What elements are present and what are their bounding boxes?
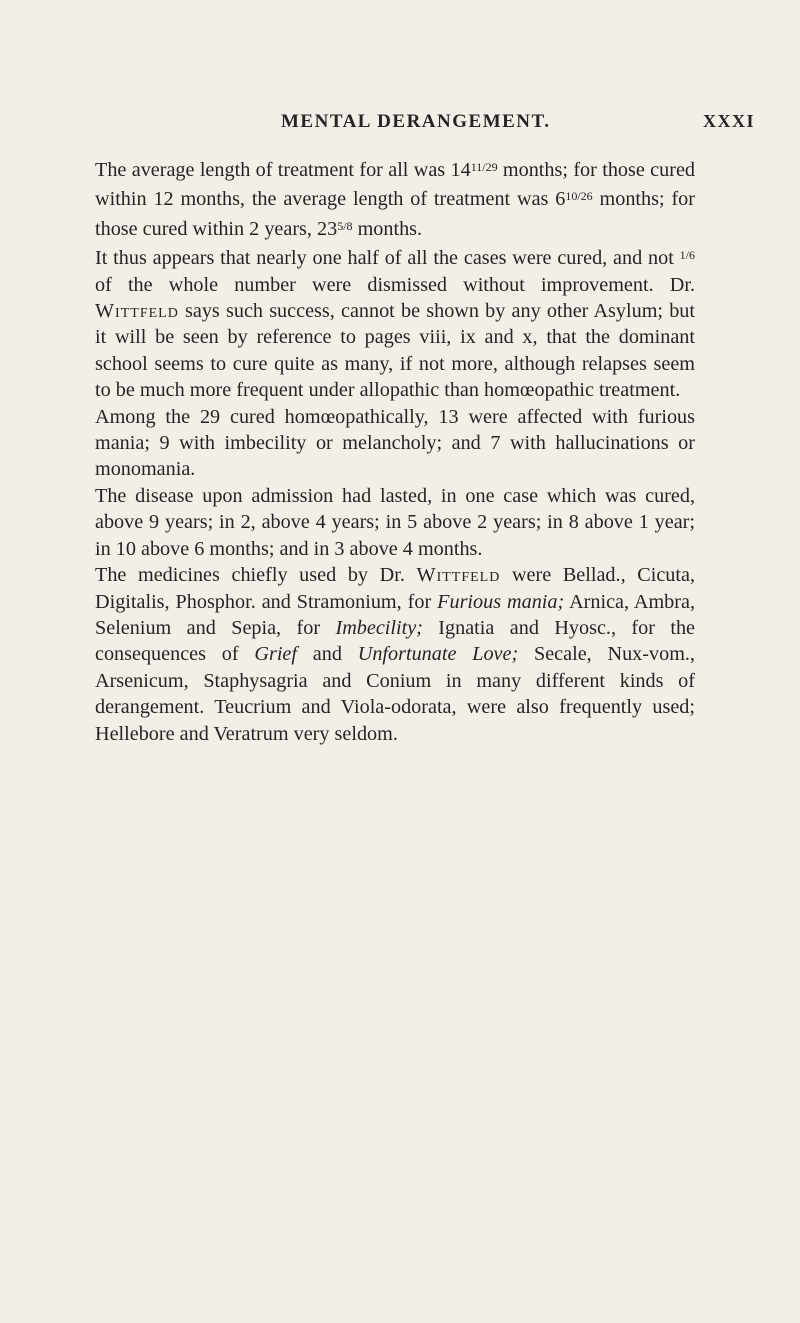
paragraph-5 bbox=[95, 562, 695, 747]
text-segment: months. bbox=[352, 217, 423, 240]
paragraph-2 bbox=[95, 242, 695, 403]
page-number: XXXI bbox=[703, 111, 756, 131]
text-segment: Among the 29 cured homœopathically, 13 were affected with furious mania; 9 with imbecility or melancholy; and 7 with hallucinations or monomania. bbox=[95, 405, 695, 481]
text-segment: months; for those cured within 12 months, the average length of treatment was 6 bbox=[95, 159, 695, 211]
text-segment: It thus appears that nearly one half of all the cases were cured, and not bbox=[95, 247, 680, 270]
page-header bbox=[0, 111, 800, 141]
text-segment: Ignatia and Hyosc., for the consequences of bbox=[95, 616, 696, 666]
paragraph-4 bbox=[95, 483, 695, 562]
text-segment: months; for those cured within 2 years, 23 bbox=[95, 188, 695, 240]
text-segment: Secale, Nux-vom., Arsenicum, Staphysagria and Conium in many different kinds of derangement. Teucrium and Viola-odorata, were also frequently used; Hellebore and Veratrum very seldom. bbox=[95, 643, 695, 745]
fraction: 11/29 bbox=[470, 160, 498, 174]
fraction: 1/6 bbox=[679, 248, 695, 263]
running-title: MENTAL DERANGEMENT. bbox=[281, 111, 551, 132]
italic-term: Furious mania; bbox=[437, 590, 565, 613]
author-name: Wittfeld bbox=[416, 564, 501, 587]
italic-term: Grief bbox=[254, 643, 298, 666]
text-segment: of the whole number were dismissed without improvement. Dr. bbox=[95, 273, 695, 296]
text-segment: were Bellad., Cicuta, Digitalis, Phosphor. and Stramonium, for bbox=[95, 564, 696, 613]
text-segment: and bbox=[297, 643, 358, 666]
text-segment: The disease upon admission had lasted, in one case which was cured, above 9 years; in 2, above 4 years; in 5 above 2 years; in 8 above 1 year; in 10 above 6 months; and in 3 above 4 months. bbox=[95, 484, 695, 560]
fraction: 5/8 bbox=[337, 218, 353, 233]
text-segment: The medicines chiefly used by Dr. bbox=[95, 564, 417, 587]
italic-term: Unfortunate Love; bbox=[357, 643, 519, 666]
italic-term: Imbecility; bbox=[335, 616, 423, 639]
author-name: Wittfeld bbox=[95, 300, 179, 323]
paragraph-3 bbox=[95, 404, 695, 483]
paragraph-1 bbox=[95, 154, 695, 242]
body-text bbox=[95, 154, 695, 747]
text-segment: Arnica, Ambra, Selenium and Sepia, for bbox=[95, 590, 695, 639]
text-segment: The average length of treatment for all was 14 bbox=[95, 159, 471, 181]
text-segment: says such success, cannot be shown by any other Asylum; but it will be seen by reference to pages viii, ix and x, that the dominant school seems to cure quite as many, if not more, although relapses seem to be much more frequent under allopathic than homœopathic treatment. bbox=[95, 300, 695, 402]
fraction: 10/26 bbox=[565, 189, 593, 204]
